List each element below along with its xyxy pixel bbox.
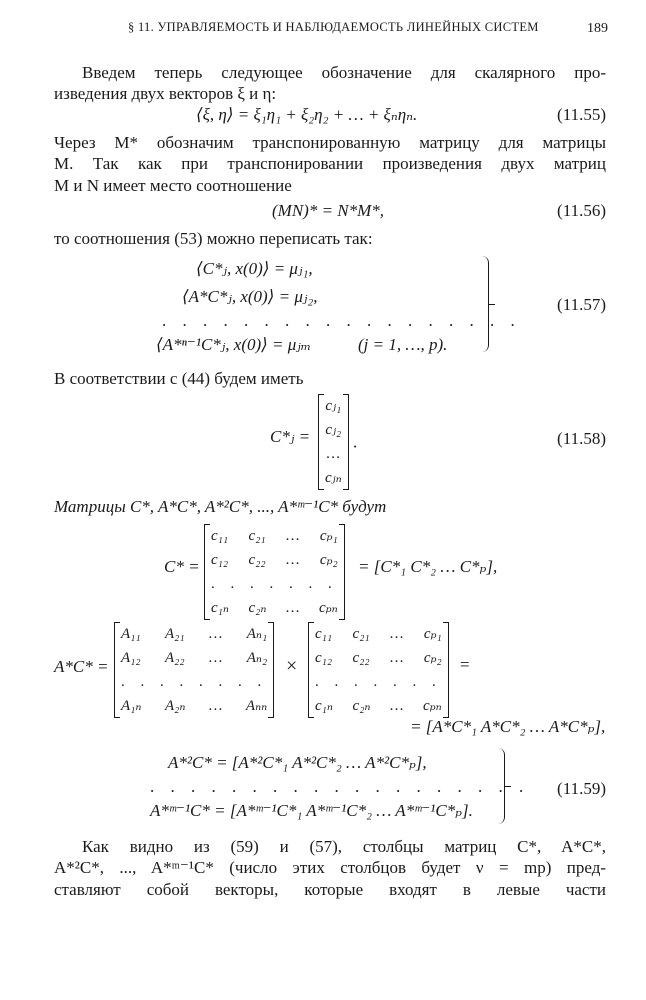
text-line: M и N имеет место соотношение [54,175,292,195]
paragraph-3 [54,228,606,249]
matrix-row: c₁₁ c₂₁ … cₚ₁ [315,626,442,642]
times-sign: × [286,655,298,677]
matrix-row: c₁₁ c₂₁ … cₚ₁ [211,528,338,544]
matrix-row: c₁₂ c₂₂ … cₚ₂ [315,650,442,666]
matrix-row: A₁₂ A₂₂ … Aₙ₂ [121,650,268,666]
matrix [204,524,345,620]
column-vector: cⱼ₁ cⱼ₂ … cⱼₙ . [318,394,357,490]
text-line: изведения двух векторов ξ и η: [54,84,277,104]
equation-number: (11.58) [557,429,606,448]
paragraph-6 [54,836,606,900]
matrix-row: c₁ₙ c₂ₙ … cₚₙ [211,600,338,616]
matrix-row: A₁ₙ A₂ₙ … Aₙₙ [121,698,268,714]
acstar-lhs: A*C* = [54,657,109,676]
paragraph-4 [54,368,606,389]
text-line: В соответствии с (44) будем иметь [54,369,304,388]
matrix [114,622,274,718]
text-line: Как видно из (59) и (57), столбцы матриц C*, A*C*, [82,837,606,856]
paragraph-5 [54,496,606,517]
equation-11-56: (MN)* = N*M*, [272,201,385,220]
equation-11-55: ⟨ξ, η⟩ = ξ₁η₁ + ξ₂η₂ + … + ξₙηₙ. [196,105,418,124]
running-header [128,20,608,40]
text-line: Матрицы C*, A*C*, A*²C*, ..., A*ᵐ⁻¹C* будут [54,497,387,516]
matrix-entry: cⱼ₂ [325,422,342,438]
equation-ellipsis: . . . . . . . . . . . . . . . . . . [162,311,521,330]
equation-ellipsis: . . . . . . . . . . . . . . . . . . . [150,777,530,796]
equals-sign: = [460,655,470,674]
page-number: 189 [587,21,608,36]
c-matrix [308,622,449,718]
cstar-matrix [204,524,345,620]
cstar-rhs: = [C*₁ C*₂ … C*ₚ], [358,557,498,576]
cstar-lhs: C* = [164,557,200,576]
equation-number: (11.59) [557,779,606,798]
equation-number: (11.56) [557,201,606,220]
matrix-dots-row: . . . . . . . . [121,674,268,690]
equation-11-59-line-3: A*ᵐ⁻¹C* = [A*ᵐ⁻¹C*₁ A*ᵐ⁻¹C*₂ … A*ᵐ⁻¹C*ₚ]. [150,801,473,820]
equation-11-57-line-1: ⟨C*ⱼ, x(0)⟩ = μⱼ₁, [196,259,313,278]
equation-11-58-lhs: C*ⱼ = [270,427,311,446]
paragraph-2 [54,132,606,196]
text-line: то соотношения (53) можно переписать так: [54,229,373,248]
matrix-entry: cⱼ₁ [325,398,342,414]
matrix-row: A₁₁ A₂₁ … Aₙ₁ [121,626,268,642]
acstar-result: = [A*C*₁ A*C*₂ … A*C*ₚ], [410,717,606,736]
equation-11-57-line-2: ⟨A*C*ⱼ, x(0)⟩ = μⱼ₂, [182,287,318,306]
equation-11-59-line-1: A*²C* = [A*²C*₁ A*²C*₂ … A*²C*ₚ], [168,753,427,772]
text-line: ставляют собой векторы, которые входят в левые части [54,879,606,899]
equation-number: (11.57) [557,295,606,314]
running-title: § 11. УПРАВЛЯЕМОСТЬ И НАБЛЮДАЕМОСТЬ ЛИНЕЙНЫХ СИСТЕМ [128,20,539,34]
a-matrix [114,622,274,718]
text-line: A*²C*, ..., A*ᵐ⁻¹C* (число этих столбцов будет ν = mp) пред- [54,858,606,878]
equation-11-57-line-3: ⟨A*ⁿ⁻¹C*ⱼ, x(0)⟩ = μⱼₘ [156,335,312,354]
equation-number: (11.55) [557,105,606,124]
matrix-entry: cⱼₙ [325,470,342,486]
matrix-dots-row: . . . . . . . [315,674,442,690]
matrix-entry: … [326,446,341,462]
text-line: Через M* обозначим транспонированную матрицу для матрицы [54,133,606,152]
equation-11-57-condition: (j = 1, …, p). [358,335,448,354]
right-brace [482,256,489,352]
matrix [318,394,349,490]
matrix-row: c₁ₙ c₂ₙ … cₚₙ [315,698,442,714]
text-line: Введем теперь следующее обозначение для скалярного про- [82,63,606,82]
matrix [308,622,449,718]
paragraph-1 [54,62,606,105]
text-line: M. Так как при транспонировании произведения двух матриц [54,154,606,174]
right-brace [498,748,505,824]
matrix-row: c₁₂ c₂₂ … cₚ₂ [211,552,338,568]
matrix-dots-row: . . . . . . . [211,576,338,592]
